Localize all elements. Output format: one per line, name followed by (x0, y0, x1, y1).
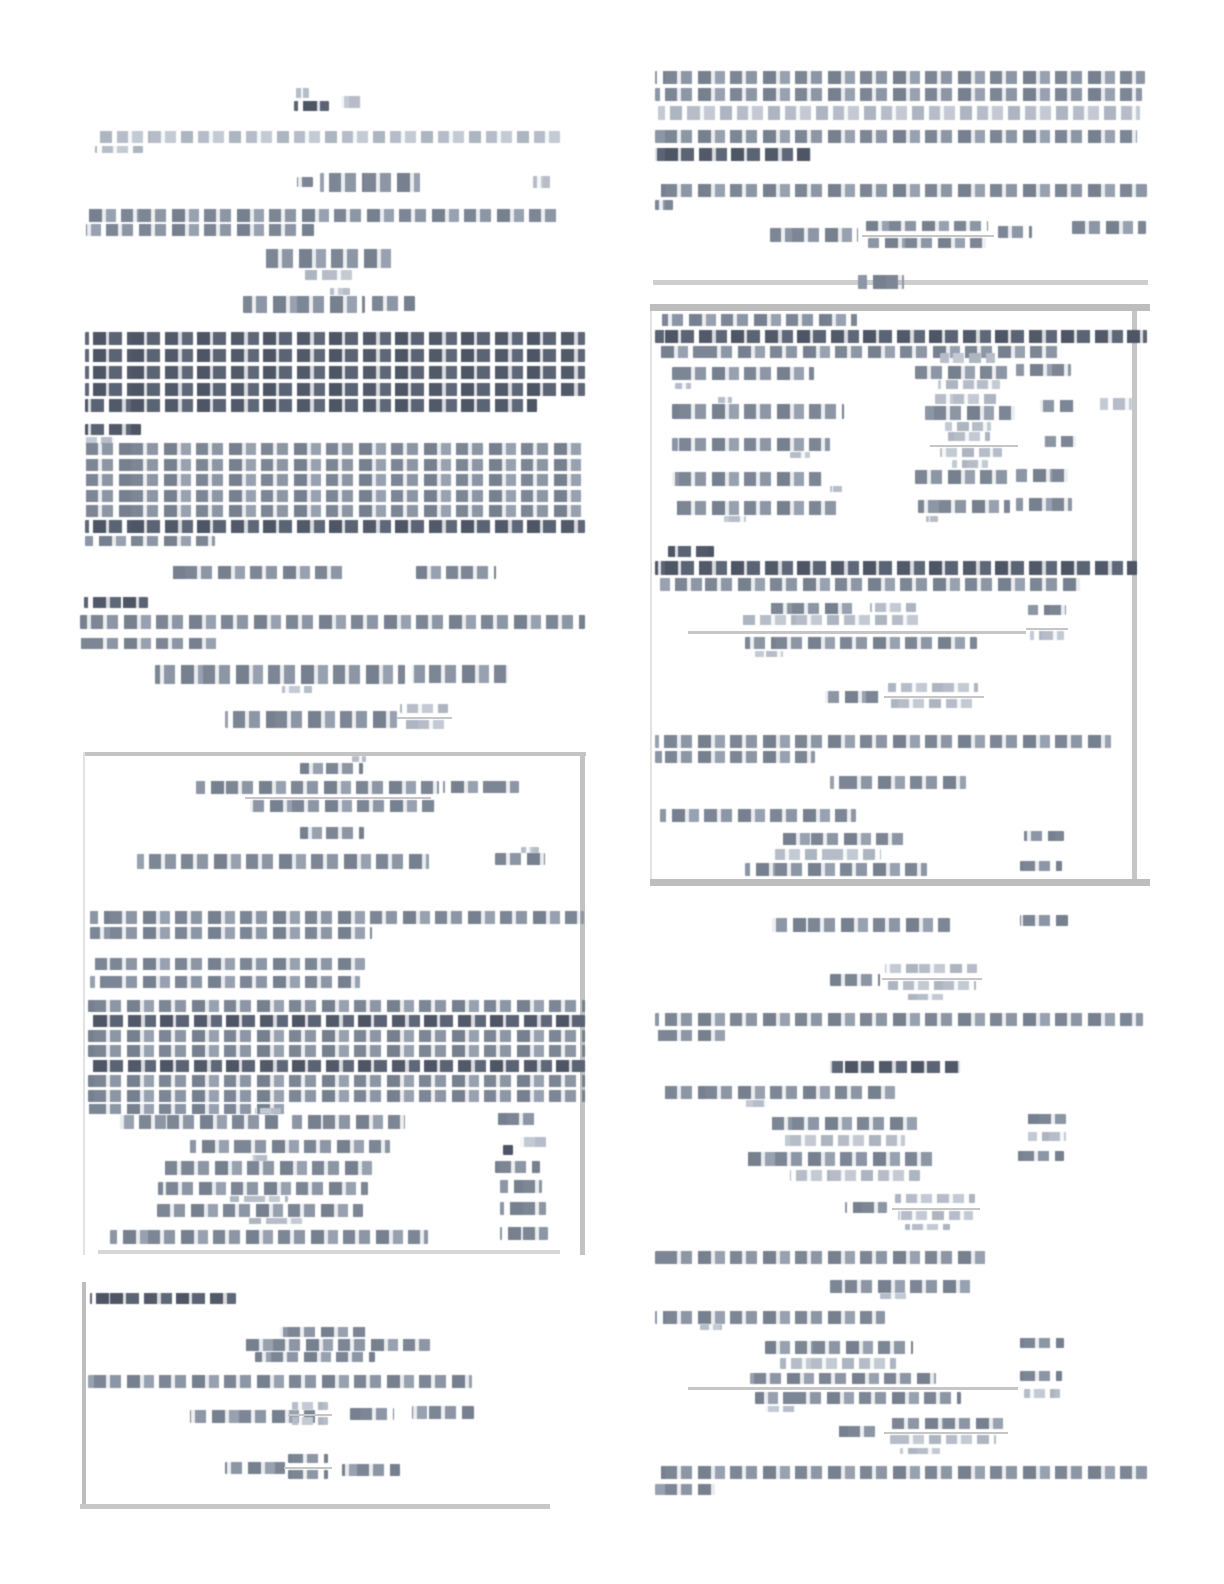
display-equation-chunk (1072, 221, 1146, 234)
box-left-border (650, 311, 652, 879)
list-item-line (672, 404, 844, 419)
display-equation-chunk (830, 974, 880, 986)
fraction-numerator (940, 353, 995, 363)
fraction-denominator (890, 1435, 996, 1444)
paragraph-line (658, 106, 1140, 120)
equation-value (1016, 364, 1071, 376)
paragraph-line (655, 735, 1111, 748)
fraction-numerator (750, 1373, 936, 1384)
display-equation-chunk (845, 1202, 887, 1213)
equation-value (1022, 1114, 1066, 1124)
subscript-chunk (926, 516, 938, 522)
equation-value (1100, 398, 1132, 410)
equation-value (1024, 1389, 1060, 1398)
display-equation-chunk (998, 226, 1032, 238)
equation-value (1030, 631, 1064, 640)
box-bottom-border (650, 879, 1150, 886)
paragraph-line (660, 346, 1062, 358)
equation-row-chunk (775, 849, 881, 860)
fraction-numerator (888, 683, 978, 692)
paragraph-line (660, 1086, 895, 1099)
display-equation-chunk (770, 228, 858, 242)
equation-value (1044, 436, 1076, 447)
display-equation-chunk (838, 1426, 880, 1437)
fraction-numerator (935, 394, 1001, 404)
fraction-numerator (770, 603, 856, 614)
subscript-chunk (755, 651, 783, 657)
equation-row-chunk (780, 833, 906, 845)
equation-value (1020, 861, 1062, 871)
fraction-bar (1026, 628, 1068, 630)
equation-value (1020, 1338, 1064, 1348)
paragraph-line (655, 1013, 1143, 1026)
subscript-chunk (675, 383, 691, 389)
superscript-chunk (718, 397, 732, 403)
list-item-line (672, 438, 830, 451)
paragraph-line (655, 1251, 990, 1264)
fraction-denominator (890, 699, 976, 708)
paragraph-line (655, 1311, 885, 1324)
divider-label (858, 275, 904, 289)
paragraph-line (655, 71, 1145, 84)
equation-value (1020, 915, 1068, 926)
fraction-bar (884, 696, 984, 698)
equation-row-chunk (780, 1358, 896, 1369)
display-equation-chunk (825, 691, 879, 703)
fraction-denominator (945, 422, 991, 431)
fraction-numerator (888, 1418, 1004, 1429)
emphasis-line (830, 1061, 960, 1073)
fraction-numerator (866, 221, 988, 231)
paragraph-line (655, 330, 1147, 343)
paragraph-line (660, 809, 856, 822)
display-equation-chunk (830, 776, 966, 789)
fraction-bar (688, 631, 1026, 634)
equation-value (1024, 831, 1064, 841)
paragraph-line (655, 88, 1142, 101)
list-item-line (672, 501, 837, 515)
paragraph-line (660, 578, 1080, 591)
paragraph-line (655, 130, 1137, 143)
equation-value (1018, 1151, 1064, 1161)
fraction-denominator (898, 1211, 973, 1220)
equation-row-chunk (765, 1341, 913, 1354)
fraction-denominator (940, 448, 1002, 457)
fraction-numerator (948, 432, 990, 441)
equation-row-chunk (925, 406, 1015, 420)
equation-row-chunk (745, 1152, 935, 1166)
fraction-bar (884, 1432, 1008, 1434)
subscript-chunk (700, 1324, 722, 1330)
equation-row-chunk (918, 500, 1010, 513)
subscript-chunk (765, 1406, 795, 1412)
equation-row-chunk (915, 366, 1011, 379)
equation-row-chunk (770, 1117, 920, 1130)
subscript-chunk (905, 994, 945, 1000)
list-item-line (672, 367, 814, 380)
subscript-chunk (880, 1293, 910, 1299)
fraction-denominator (938, 380, 1000, 389)
paragraph-line (655, 1030, 727, 1041)
fraction-bar (862, 235, 994, 237)
paragraph-line (655, 561, 1137, 575)
equation-row-chunk (785, 1135, 905, 1146)
paragraph-line (655, 751, 815, 763)
subscript-chunk (790, 452, 810, 458)
equation-value (1016, 469, 1068, 482)
equation-value (1020, 1371, 1062, 1381)
display-equation-chunk (830, 1280, 975, 1293)
list-item-line (672, 472, 822, 486)
fraction-bar (688, 1387, 1018, 1390)
box-right-border (1132, 311, 1137, 880)
box-top-border (650, 304, 1150, 311)
paragraph-line (655, 184, 1147, 197)
fraction-bar (930, 445, 1018, 447)
fraction-numerator (895, 1194, 975, 1203)
paragraph-line (655, 1466, 1147, 1479)
fraction-numerator (740, 615, 920, 625)
fraction-denominator (888, 981, 976, 990)
subscript-chunk (905, 1224, 950, 1230)
equation-row-chunk (772, 918, 950, 932)
equation-row-chunk (915, 470, 1011, 484)
fraction-bar (892, 1208, 980, 1210)
section-heading (662, 314, 857, 326)
equation-value (1028, 1132, 1066, 1141)
fraction-denominator (868, 238, 986, 248)
fraction-denominator (755, 1392, 961, 1404)
subscript-chunk (724, 516, 746, 522)
paragraph-line (655, 148, 811, 161)
fraction-denominator (745, 637, 977, 649)
paragraph-line (655, 200, 673, 210)
section-heading (668, 546, 714, 557)
subscript-chunk (745, 1100, 767, 1107)
fraction-denominator (952, 460, 988, 468)
fraction-numerator (870, 603, 916, 612)
equation-value (1028, 605, 1066, 615)
fraction-bar (882, 978, 982, 980)
subscript-chunk (900, 1448, 940, 1454)
equation-row-chunk (790, 1170, 920, 1181)
equation-row-chunk (745, 863, 927, 876)
fraction-numerator (885, 964, 977, 973)
equation-value (1040, 400, 1074, 412)
equation-value (1016, 498, 1072, 511)
paragraph-line (655, 1484, 715, 1495)
subscript-chunk (830, 486, 842, 492)
